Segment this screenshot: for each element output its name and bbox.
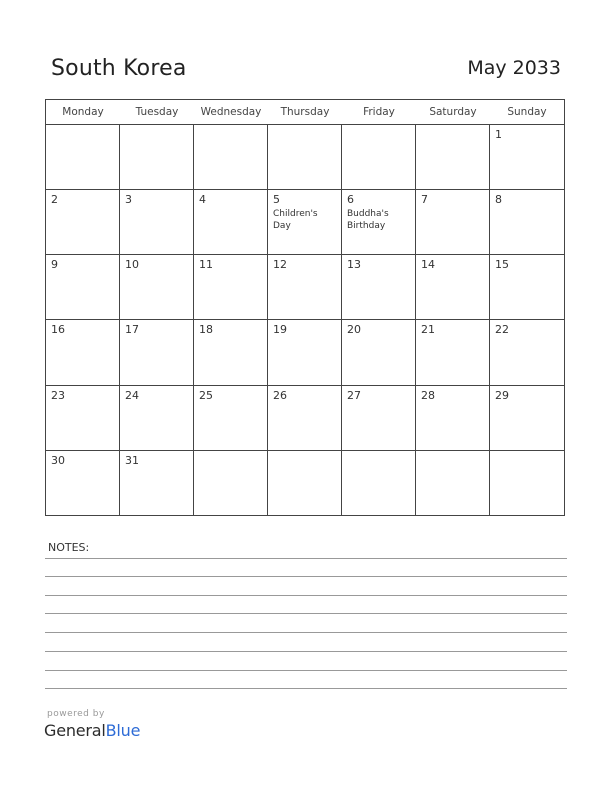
day-number: 7 xyxy=(421,193,428,207)
day-number: 30 xyxy=(51,453,65,467)
weekday-header: Thursday xyxy=(280,106,330,118)
day-cell xyxy=(194,190,268,255)
day-number: 20 xyxy=(347,323,361,337)
day-cell xyxy=(342,451,416,516)
day-cell xyxy=(46,125,120,190)
day-number: 1 xyxy=(495,128,502,141)
weekday-header: Saturday xyxy=(429,106,477,118)
weekday-header: Monday xyxy=(62,106,104,118)
day-number: 18 xyxy=(199,323,213,337)
day-cell xyxy=(194,386,268,451)
day-cell xyxy=(268,386,342,451)
day-cell xyxy=(120,125,194,190)
brand-logo xyxy=(44,721,140,740)
note-line xyxy=(45,558,567,559)
weekday-header: Friday xyxy=(363,106,395,118)
day-cell xyxy=(268,451,342,516)
day-cell xyxy=(268,125,342,190)
day-cell xyxy=(120,451,194,516)
day-number: 15 xyxy=(495,258,509,272)
day-number: 14 xyxy=(421,258,435,272)
weekday-header: Sunday xyxy=(507,106,547,118)
day-cell xyxy=(120,386,194,451)
day-cell xyxy=(416,320,490,385)
day-number: 16 xyxy=(51,323,65,337)
day-grid xyxy=(46,125,564,516)
holiday-label: Buddha's Birthday xyxy=(347,209,389,232)
brand-name-general: General xyxy=(44,721,106,740)
day-cell xyxy=(416,255,490,320)
day-cell xyxy=(490,386,564,451)
day-cell xyxy=(46,386,120,451)
powered-by-text: powered by xyxy=(47,709,105,719)
note-line xyxy=(45,595,567,596)
country-title: South Korea xyxy=(51,56,187,81)
note-line xyxy=(45,651,567,652)
day-cell xyxy=(490,320,564,385)
day-cell xyxy=(490,125,564,190)
day-number: 11 xyxy=(199,258,213,272)
day-number: 19 xyxy=(273,323,287,337)
notes-label: NOTES: xyxy=(48,541,90,554)
day-cell xyxy=(46,320,120,385)
day-cell xyxy=(194,255,268,320)
day-number: 9 xyxy=(51,258,58,272)
month-title: May 2033 xyxy=(467,57,561,79)
day-cell xyxy=(342,125,416,190)
day-cell xyxy=(416,386,490,451)
day-number: 13 xyxy=(347,258,361,272)
day-number: 3 xyxy=(125,193,132,207)
day-cell xyxy=(342,320,416,385)
note-line xyxy=(45,670,567,671)
day-cell xyxy=(342,386,416,451)
day-number: 10 xyxy=(125,258,139,272)
day-cell xyxy=(268,320,342,385)
day-number: 8 xyxy=(495,193,502,207)
day-number: 31 xyxy=(125,453,139,467)
day-cell xyxy=(342,190,416,255)
day-number: 12 xyxy=(273,258,287,272)
day-number: 27 xyxy=(347,388,361,402)
day-number: 17 xyxy=(125,323,139,337)
day-cell xyxy=(194,320,268,385)
day-cell xyxy=(268,255,342,320)
day-cell xyxy=(490,255,564,320)
day-number: 4 xyxy=(199,193,206,207)
weekday-header: Tuesday xyxy=(135,106,179,118)
brand-name-blue: Blue xyxy=(105,721,141,740)
day-number: 2 xyxy=(51,193,58,207)
day-cell xyxy=(120,320,194,385)
day-cell xyxy=(194,451,268,516)
day-cell xyxy=(46,451,120,516)
day-cell xyxy=(268,190,342,255)
day-number: 24 xyxy=(125,388,139,402)
day-number: 29 xyxy=(495,388,509,402)
day-number: 22 xyxy=(495,323,509,337)
day-cell xyxy=(416,190,490,255)
day-cell xyxy=(46,190,120,255)
day-number: 5 xyxy=(273,193,280,207)
day-number: 21 xyxy=(421,323,435,337)
holiday-label: Children's Day xyxy=(273,209,318,232)
day-cell xyxy=(46,255,120,320)
note-line xyxy=(45,613,567,614)
day-number: 23 xyxy=(51,388,65,402)
day-cell xyxy=(490,451,564,516)
day-cell xyxy=(342,255,416,320)
day-cell xyxy=(416,451,490,516)
day-cell xyxy=(416,125,490,190)
note-line xyxy=(45,688,567,689)
weekday-header: Wednesday xyxy=(200,106,262,118)
day-cell xyxy=(490,190,564,255)
day-number: 26 xyxy=(273,388,287,402)
day-cell xyxy=(120,255,194,320)
day-cell xyxy=(120,190,194,255)
note-line xyxy=(45,576,567,577)
note-line xyxy=(45,632,567,633)
day-number: 28 xyxy=(421,388,435,402)
day-cell xyxy=(194,125,268,190)
weekday-header-row xyxy=(46,100,564,125)
day-number: 25 xyxy=(199,388,213,402)
day-number: 6 xyxy=(347,193,354,207)
calendar-grid xyxy=(45,99,565,516)
